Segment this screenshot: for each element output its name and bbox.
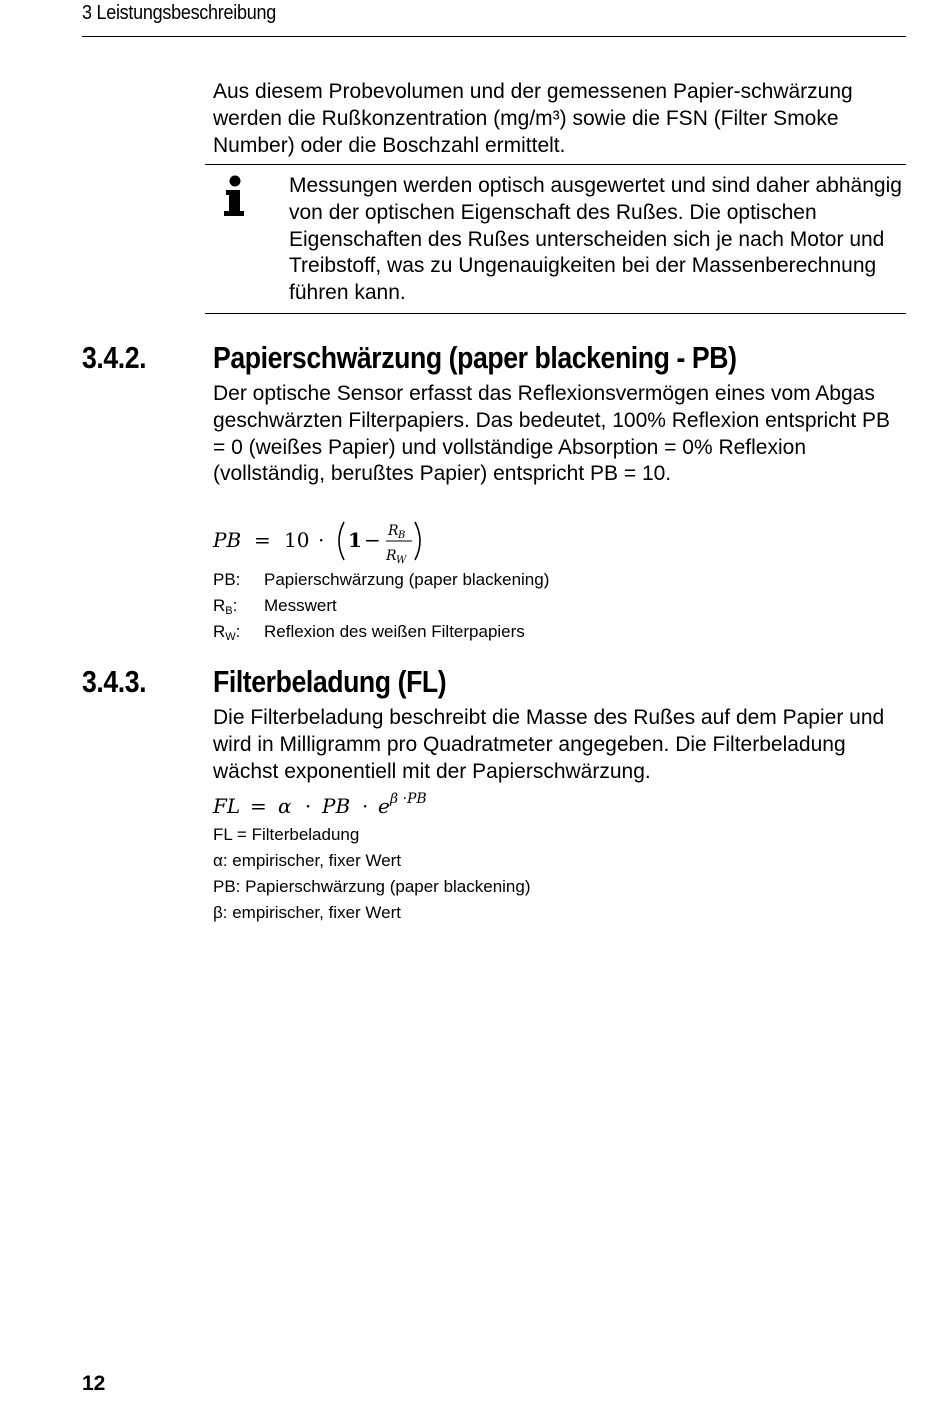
fl-formula-eq: = — [250, 794, 267, 818]
fl-formula-exp: β ·PB — [390, 791, 427, 807]
var-term-rb: $R_B$: — [213, 596, 238, 617]
header-rule — [82, 36, 906, 37]
formula-one: 1 — [348, 528, 362, 552]
section-title-343: Filterbeladung (FL) — [213, 664, 447, 699]
formula-den: R — [386, 548, 397, 564]
var-def-rw: Reflexion des weißen Filterpapiers — [264, 622, 525, 641]
section-342-paragraph: Der optische Sensor erfasst das Reflexionsvermögen eines vom Abgas geschwärzten Filterpapiers. Das bedeutet, 100% Reflexion entspricht PB = 0 (weißes Papier) und vollständige Absorption = 0% Reflexion (vollständig, berußtes Papier) entspricht PB = 10. — [213, 382, 891, 486]
fl-formula-e: e — [378, 794, 390, 818]
formula-num-sub: B — [398, 530, 406, 541]
info-icon — [222, 175, 250, 217]
note-rule-top — [205, 164, 906, 165]
fl-formula-lhs: FL — [213, 794, 241, 818]
section-title-342: Papierschwärzung (paper blackening - PB) — [213, 340, 737, 375]
var-term-rw: $R_W$: — [213, 622, 241, 643]
fl-def-0: FL = Filterbeladung — [213, 825, 360, 844]
note-rule-bottom — [205, 313, 906, 314]
fl-def-1: α: empirischer, fixer Wert — [213, 851, 402, 870]
fl-formula-dot1: · — [305, 794, 312, 818]
section-number-343: 3.4.3. — [82, 664, 147, 699]
formula-minus: − — [364, 528, 381, 552]
page-number: 12 — [82, 1372, 106, 1395]
var-def-pb: Papierschwärzung (paper blackening) — [264, 570, 550, 589]
formula-num: R — [388, 523, 399, 539]
fl-formula-dot2: · — [362, 794, 369, 818]
fl-formula — [210, 788, 450, 822]
fl-def-2: PB: Papierschwärzung (paper blackening) — [213, 877, 531, 896]
intro-paragraph: Aus diesem Probevolumen und der gemessenen Papier-schwärzung werden die Rußkonzentration (mg/m³) sowie die FSN (Filter Smoke Number) oder die Boschzahl ermittelt. — [213, 80, 853, 157]
formula-dot: · — [318, 528, 325, 552]
pb-formula — [210, 516, 450, 570]
running-header: 3 Leistungsbeschreibung — [82, 2, 276, 24]
fl-def-3: β: empirischer, fixer Wert — [213, 903, 402, 922]
formula-eq: = — [254, 528, 271, 552]
formula-den-sub: W — [396, 555, 407, 566]
fl-formula-alpha: α — [278, 794, 292, 818]
var-term-pb: PB: — [213, 570, 241, 589]
section-number-342: 3.4.2. — [82, 340, 147, 375]
var-def-rb: Messwert — [264, 596, 337, 615]
fl-formula-pb: PB — [322, 794, 351, 818]
note-text: Messungen werden optisch ausgewertet und sind daher abhängig von der optischen Eigenschaft des Rußes. Die optischen Eigenschaften des Rußes unterscheiden sich je nach Motor und Treibstoff, was zu Ungenauigkeiten bei der Massenberechnung führen kann. — [289, 174, 902, 305]
section-343-paragraph: Die Filterbeladung beschreibt die Masse des Rußes auf dem Papier und wird in Milligramm pro Quadratmeter angegeben. Die Filterbeladung wächst exponentiell mit der Papierschwärzung. — [213, 706, 885, 783]
formula-factor: 10 — [284, 528, 310, 552]
formula-lhs: PB — [213, 528, 242, 552]
